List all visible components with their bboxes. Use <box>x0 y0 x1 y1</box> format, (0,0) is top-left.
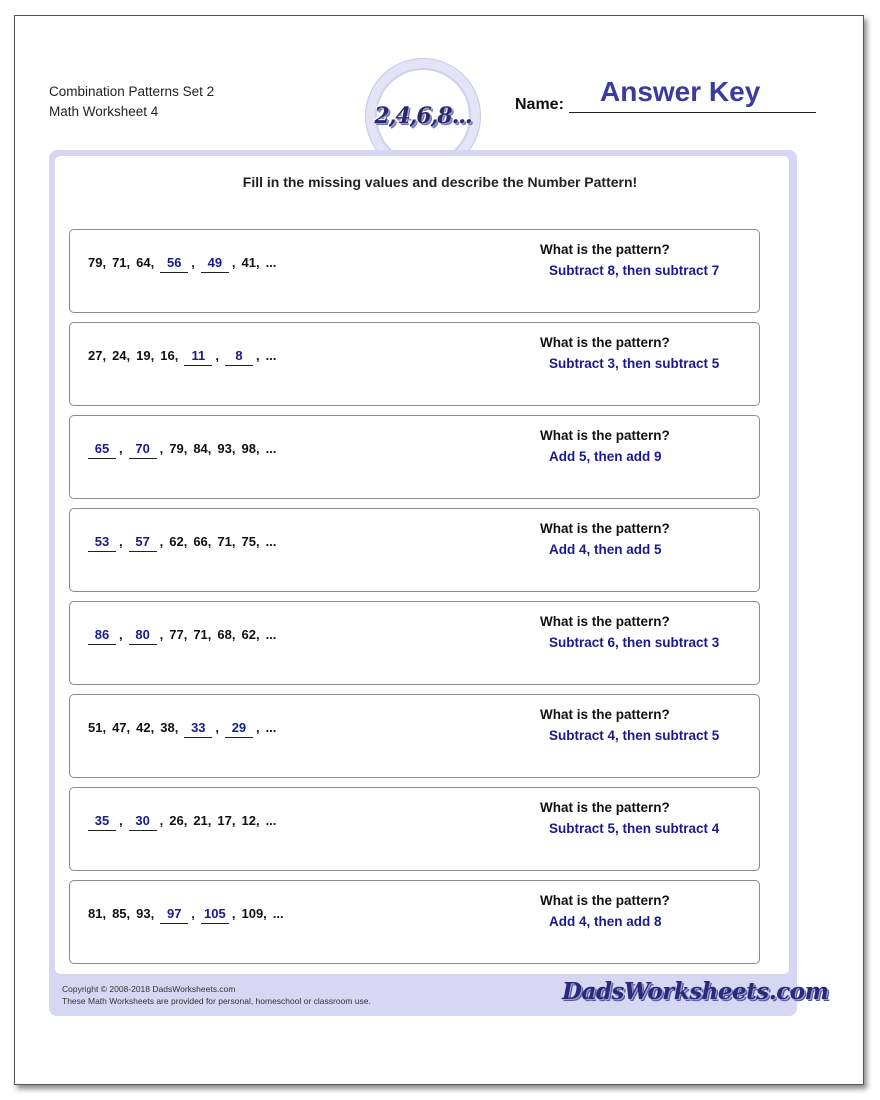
problem-box <box>69 322 760 406</box>
sequence-term: 41, <box>241 255 260 270</box>
sequence-term: 93, <box>136 906 155 921</box>
answer-blank[interactable]: 29 <box>225 719 253 738</box>
sequence-term: 51, <box>88 720 107 735</box>
sequence-term: 93, <box>217 441 236 456</box>
problem-box <box>69 880 760 964</box>
answer-blank[interactable]: 65 <box>88 440 116 459</box>
pattern-answer[interactable]: Subtract 3, then subtract 5 <box>549 356 720 371</box>
sequence-term: 98, <box>241 441 260 456</box>
name-line <box>569 112 816 113</box>
pattern-answer[interactable]: Add 5, then add 9 <box>549 449 662 464</box>
answer-blank[interactable]: 8 <box>225 347 253 366</box>
instructions: Fill in the missing values and describe the Number Pattern! <box>242 174 638 190</box>
number-sequence: 79, 71, 64, 56 , 49 , 41, ... <box>88 254 282 273</box>
sequence-term: 64, <box>136 255 155 270</box>
sequence-term: 79, <box>169 441 188 456</box>
sequence-term: 21, <box>193 813 212 828</box>
answer-blank[interactable]: 97 <box>160 905 188 924</box>
pattern-question: What is the pattern? <box>540 428 670 443</box>
sequence-term: 24, <box>112 348 131 363</box>
pattern-answer[interactable]: Subtract 8, then subtract 7 <box>549 263 720 278</box>
worksheet-title <box>49 82 214 122</box>
answer-blank[interactable]: 56 <box>160 254 188 273</box>
sequence-term: 109, <box>241 906 267 921</box>
sequence-term: 81, <box>88 906 107 921</box>
pattern-question: What is the pattern? <box>540 614 670 629</box>
sequence-term: 77, <box>169 627 188 642</box>
sequence-term: 38, <box>160 720 179 735</box>
pattern-question: What is the pattern? <box>540 242 670 257</box>
sequence-term: ... <box>265 813 277 828</box>
sequence-term: 71, <box>112 255 131 270</box>
pattern-question: What is the pattern? <box>540 521 670 536</box>
copyright: Copyright © 2008-2018 DadsWorksheets.com <box>62 984 236 994</box>
sequence-term: 27, <box>88 348 107 363</box>
sequence-term: 62, <box>241 627 260 642</box>
title-line-1: Combination Patterns Set 2 <box>49 84 215 99</box>
pattern-answer[interactable]: Add 4, then add 8 <box>549 914 662 929</box>
answer-blank[interactable]: 57 <box>129 533 157 552</box>
sequence-term: 71, <box>217 534 236 549</box>
answer-blank[interactable]: 33 <box>184 719 212 738</box>
sequence-term: 66, <box>193 534 212 549</box>
answer-blank[interactable]: 30 <box>129 812 157 831</box>
usage-notice: These Math Worksheets are provided for personal, homeschool or classroom use. <box>62 996 371 1006</box>
sequence-term: 85, <box>112 906 131 921</box>
sequence-term: 42, <box>136 720 155 735</box>
number-sequence: 27, 24, 19, 16, 11 , 8 , ... <box>88 347 282 366</box>
sequence-term: 26, <box>169 813 188 828</box>
answer-blank[interactable]: 49 <box>201 254 229 273</box>
sequence-term: 62, <box>169 534 188 549</box>
answer-blank[interactable]: 70 <box>129 440 157 459</box>
sequence-term: 19, <box>136 348 155 363</box>
sequence-term: ... <box>265 441 277 456</box>
sequence-term: 68, <box>217 627 236 642</box>
answer-blank[interactable]: 53 <box>88 533 116 552</box>
pattern-question: What is the pattern? <box>540 707 670 722</box>
pattern-answer[interactable]: Add 4, then add 5 <box>549 542 662 557</box>
pattern-answer[interactable]: Subtract 5, then subtract 4 <box>549 821 720 836</box>
pattern-answer[interactable]: Subtract 4, then subtract 5 <box>549 728 720 743</box>
sequence-term: ... <box>265 534 277 549</box>
problem-box <box>69 229 760 313</box>
sequence-term: ... <box>265 255 277 270</box>
title-line-2: Math Worksheet 4 <box>49 104 159 119</box>
answer-blank[interactable]: 11 <box>184 347 212 366</box>
problem-box <box>69 601 760 685</box>
answer-blank[interactable]: 80 <box>129 626 157 645</box>
number-sequence: 35 , 30 , 26, 21, 17, 12, ... <box>88 812 282 831</box>
problem-box <box>69 415 760 499</box>
pattern-question: What is the pattern? <box>540 800 670 815</box>
sequence-term: ... <box>265 627 277 642</box>
answer-blank[interactable]: 86 <box>88 626 116 645</box>
sequence-term: ... <box>265 348 277 363</box>
logo-text: 2,4,6,8... <box>374 103 472 129</box>
footer-logo: DadsWorksheets.com <box>562 978 829 1005</box>
answer-key-title: Answer Key <box>600 76 761 107</box>
sequence-term: 79, <box>88 255 107 270</box>
name-label: Name: <box>515 96 564 113</box>
answer-blank[interactable]: 105 <box>201 905 229 924</box>
pattern-question: What is the pattern? <box>540 893 670 908</box>
problem-box <box>69 787 760 871</box>
problem-box <box>69 508 760 592</box>
pattern-answer[interactable]: Subtract 6, then subtract 3 <box>549 635 720 650</box>
number-sequence: 65 , 70 , 79, 84, 93, 98, ... <box>88 440 282 459</box>
sequence-term: 75, <box>241 534 260 549</box>
number-sequence: 81, 85, 93, 97 , 105 , 109, ... <box>88 905 290 924</box>
sequence-term: 84, <box>193 441 212 456</box>
number-sequence: 86 , 80 , 77, 71, 68, 62, ... <box>88 626 282 645</box>
sequence-term: 47, <box>112 720 131 735</box>
sequence-term: 17, <box>217 813 236 828</box>
problem-box <box>69 694 760 778</box>
number-sequence: 51, 47, 42, 38, 33 , 29 , ... <box>88 719 282 738</box>
footer-text <box>62 983 371 1007</box>
sequence-term: ... <box>265 720 277 735</box>
number-sequence: 53 , 57 , 62, 66, 71, 75, ... <box>88 533 282 552</box>
sequence-term: ... <box>272 906 284 921</box>
sequence-term: 12, <box>241 813 260 828</box>
sequence-term: 16, <box>160 348 179 363</box>
answer-blank[interactable]: 35 <box>88 812 116 831</box>
sequence-term: 71, <box>193 627 212 642</box>
pattern-question: What is the pattern? <box>540 335 670 350</box>
